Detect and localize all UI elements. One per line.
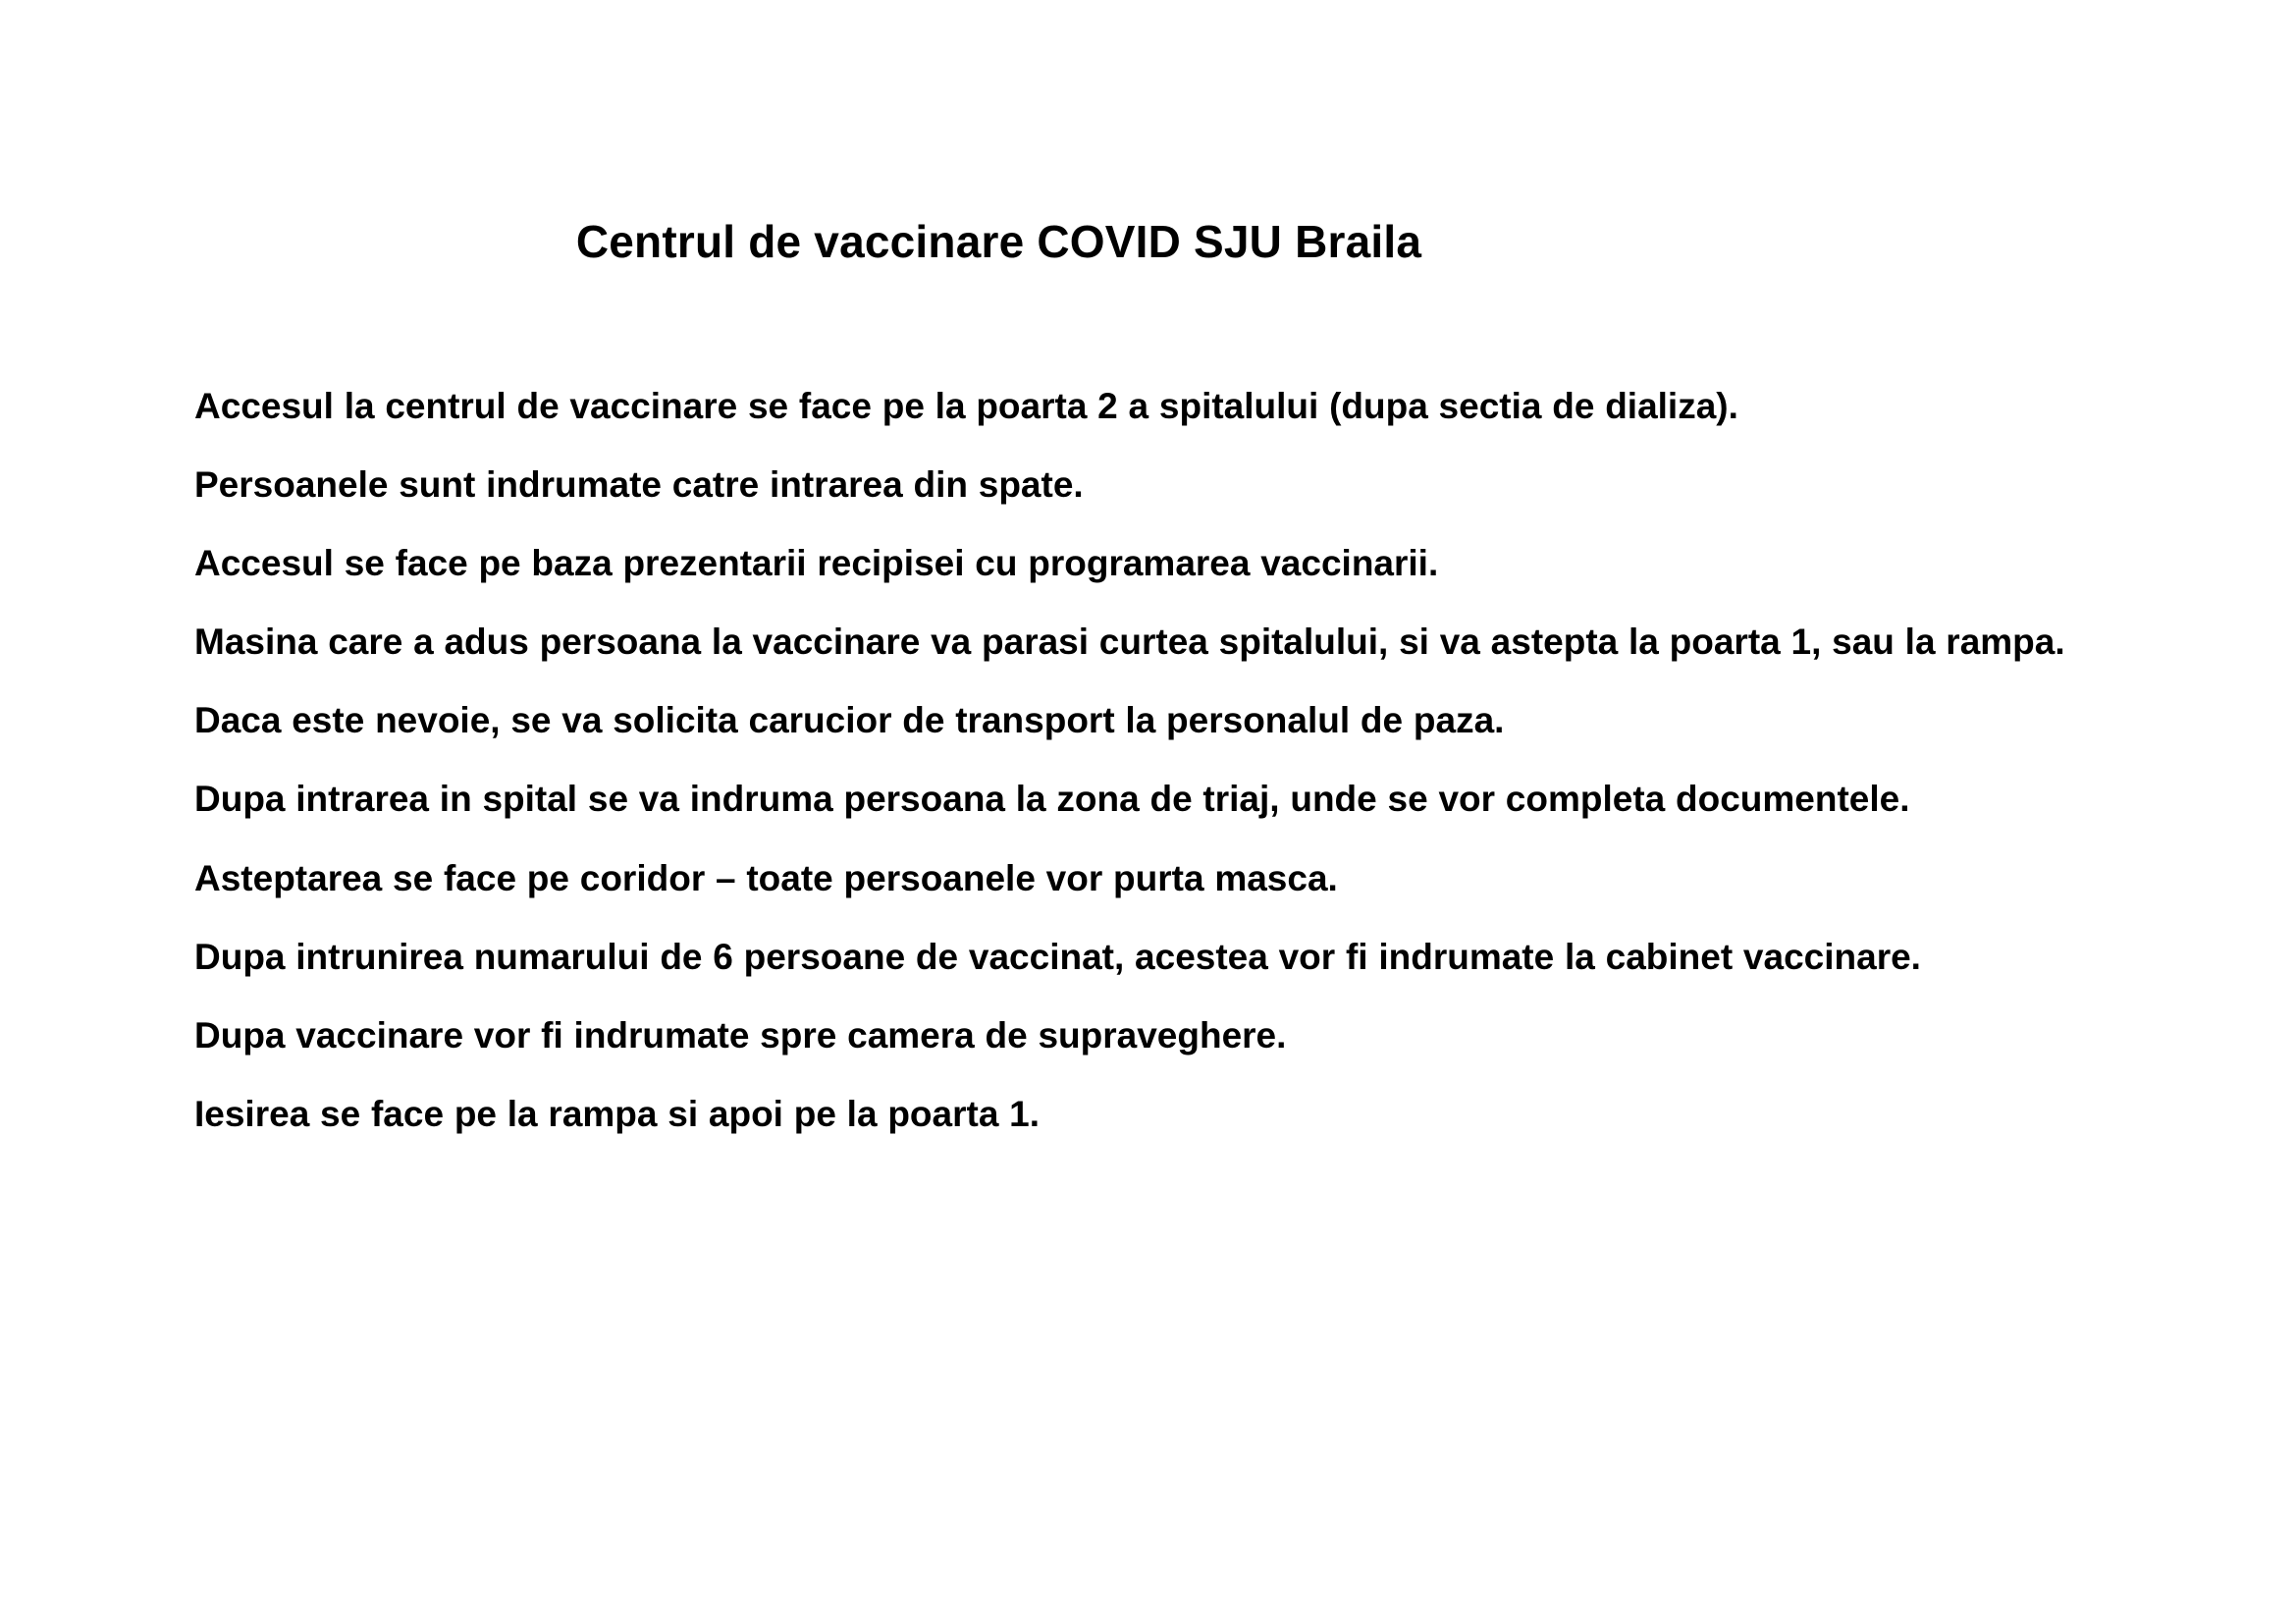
paragraph-group-of-six: Dupa intrunirea numarului de 6 persoane de vaccinat, acestea vor fi indrumate la cabinet vaccinare. (194, 936, 1921, 977)
paragraph-observation-room: Dupa vaccinare vor fi indrumate spre camera de supraveghere. (194, 1014, 1287, 1056)
paragraph-corridor-mask: Asteptarea se face pe coridor – toate persoanele vor purta masca. (194, 857, 1338, 898)
document-body (194, 383, 2148, 1138)
paragraph-wheelchair: Daca este nevoie, se va solicita carucior de transport la personalul de paza. (194, 700, 1505, 741)
paragraph-exit-route: Iesirea se face pe la rampa si apoi pe la poarta 1. (194, 1093, 1041, 1134)
page-title: Centrul de vaccinare COVID SJU Braila (575, 215, 1422, 267)
paragraph-rear-entrance: Persoanele sunt indrumate catre intrarea din spate. (194, 464, 1084, 506)
paragraph-receipt-required: Accesul se face pe baza prezentarii recipisei cu programarea vaccinarii. (194, 543, 1439, 584)
paragraph-access-gate: Accesul la centrul de vaccinare se face pe la poarta 2 a spitalului (dupa sectia de dializa). (194, 386, 1738, 426)
paragraph-triage-documents: Dupa intrarea in spital se va indruma persoana la zona de triaj, unde se vor completa documentele. (194, 779, 1910, 820)
paragraph-car-waiting: Masina care a adus persoana la vaccinare va parasi curtea spitalului, si va astepta la poarta 1, sau la rampa. (194, 622, 2065, 663)
